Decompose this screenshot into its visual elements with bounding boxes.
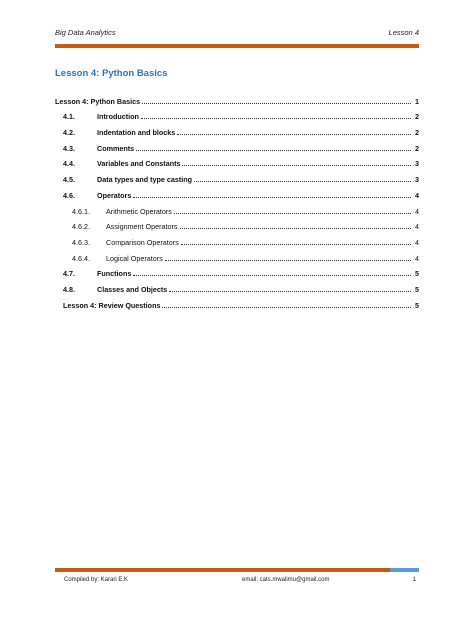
toc-entry-title: Lesson 4: Python Basics	[55, 96, 141, 106]
toc-entry-4-4[interactable]	[55, 153, 419, 169]
toc-entry-lesson[interactable]	[55, 90, 419, 106]
header-lesson-label: Lesson 4	[388, 28, 419, 37]
toc-entry-number: 4.8.	[63, 284, 75, 294]
toc-leader-dots	[141, 117, 411, 119]
toc-entry-title: Lesson 4: Review Questions	[63, 300, 161, 310]
toc-page-number: 3	[415, 175, 419, 185]
toc-entry-title: Classes and Objects	[97, 284, 168, 294]
toc-leader-dots	[181, 243, 411, 245]
toc-leader-dots	[174, 212, 411, 214]
toc-leader-dots	[133, 274, 411, 276]
toc-entry-4-1[interactable]	[55, 106, 419, 122]
toc-entry-number: 4.1.	[63, 112, 75, 122]
toc-page-number: 4	[415, 237, 419, 247]
header-course-title: Big Data Analytics	[55, 28, 116, 37]
toc-page-number: 3	[415, 159, 419, 169]
toc-page-number: 4	[415, 190, 419, 200]
toc-entry-title: Comments	[97, 143, 135, 153]
toc-leader-dots	[142, 102, 411, 104]
toc-page-number: 1	[415, 96, 419, 106]
footer-page-number: 1	[412, 577, 416, 583]
toc-entry-number: 4.6.2.	[72, 222, 90, 232]
toc-entry-number: 4.3.	[63, 143, 75, 153]
toc-entry-number: 4.7.	[63, 269, 75, 279]
toc-entry-4-5[interactable]	[55, 168, 419, 184]
toc-leader-dots	[194, 180, 411, 182]
toc-entry-4-6-3[interactable]	[55, 231, 419, 247]
toc-entry-4-6[interactable]	[55, 184, 419, 200]
toc-entry-number: 4.6.4.	[72, 253, 90, 263]
toc-entry-title: Operators	[97, 190, 132, 200]
toc-leader-dots	[133, 196, 411, 198]
toc-entry-number: 4.5.	[63, 175, 75, 185]
toc-entry-number: 4.6.1.	[72, 206, 90, 216]
toc-entry-number: 4.2.	[63, 128, 75, 138]
toc-entry-number: 4.6.3.	[72, 237, 90, 247]
toc-entry-title: Functions	[97, 269, 132, 279]
toc-entry-title: Data types and type casting	[97, 175, 193, 185]
footer-rule-accent	[390, 568, 419, 572]
toc-entry-4-7[interactable]	[55, 263, 419, 279]
toc-leader-dots	[180, 227, 411, 229]
toc-entry-title: Arithmetic Operators	[106, 206, 172, 216]
toc-entry-title: Logical Operators	[106, 253, 163, 263]
toc-page-number: 4	[415, 206, 419, 216]
toc-page-number: 5	[415, 284, 419, 294]
table-of-contents	[55, 90, 419, 310]
toc-heading: Lesson 4: Python Basics	[55, 68, 168, 79]
toc-entry-4-6-1[interactable]	[55, 200, 419, 216]
toc-leader-dots	[162, 306, 411, 308]
toc-page-number: 4	[415, 222, 419, 232]
toc-entry-title: Introduction	[97, 112, 139, 122]
toc-entry-4-2[interactable]	[55, 121, 419, 137]
toc-entry-4-3[interactable]	[55, 137, 419, 153]
toc-page-number: 5	[415, 300, 419, 310]
page-header	[55, 28, 419, 40]
toc-entry-4-6-4[interactable]	[55, 247, 419, 263]
toc-page-number: 2	[415, 143, 419, 153]
toc-entry-4-8[interactable]	[55, 278, 419, 294]
footer-author: Compiled by: Karari E.K	[64, 577, 129, 583]
toc-entry-4-6-2[interactable]	[55, 216, 419, 232]
toc-leader-dots	[182, 164, 411, 166]
toc-leader-dots	[169, 290, 411, 292]
header-rule	[55, 44, 419, 48]
toc-entry-title: Comparison Operators	[106, 237, 179, 247]
toc-leader-dots	[165, 259, 411, 261]
footer-email: email: cats.mwalimu@gmail.com	[242, 577, 330, 583]
toc-page-number: 4	[415, 253, 419, 263]
footer-rule	[55, 568, 390, 572]
toc-entry-title: Variables and Constants	[97, 159, 181, 169]
toc-leader-dots	[177, 133, 411, 135]
toc-entry-number: 4.6.	[63, 190, 75, 200]
toc-entry-number: 4.4.	[63, 159, 75, 169]
page-footer	[55, 577, 419, 587]
toc-page-number: 5	[415, 269, 419, 279]
toc-leader-dots	[136, 149, 411, 151]
toc-page-number: 2	[415, 128, 419, 138]
toc-entry-title: Indentation and blocks	[97, 128, 176, 138]
toc-page-number: 2	[415, 112, 419, 122]
toc-entry-title: Assignment Operators	[106, 222, 178, 232]
toc-entry-review-questions[interactable]	[55, 294, 419, 310]
